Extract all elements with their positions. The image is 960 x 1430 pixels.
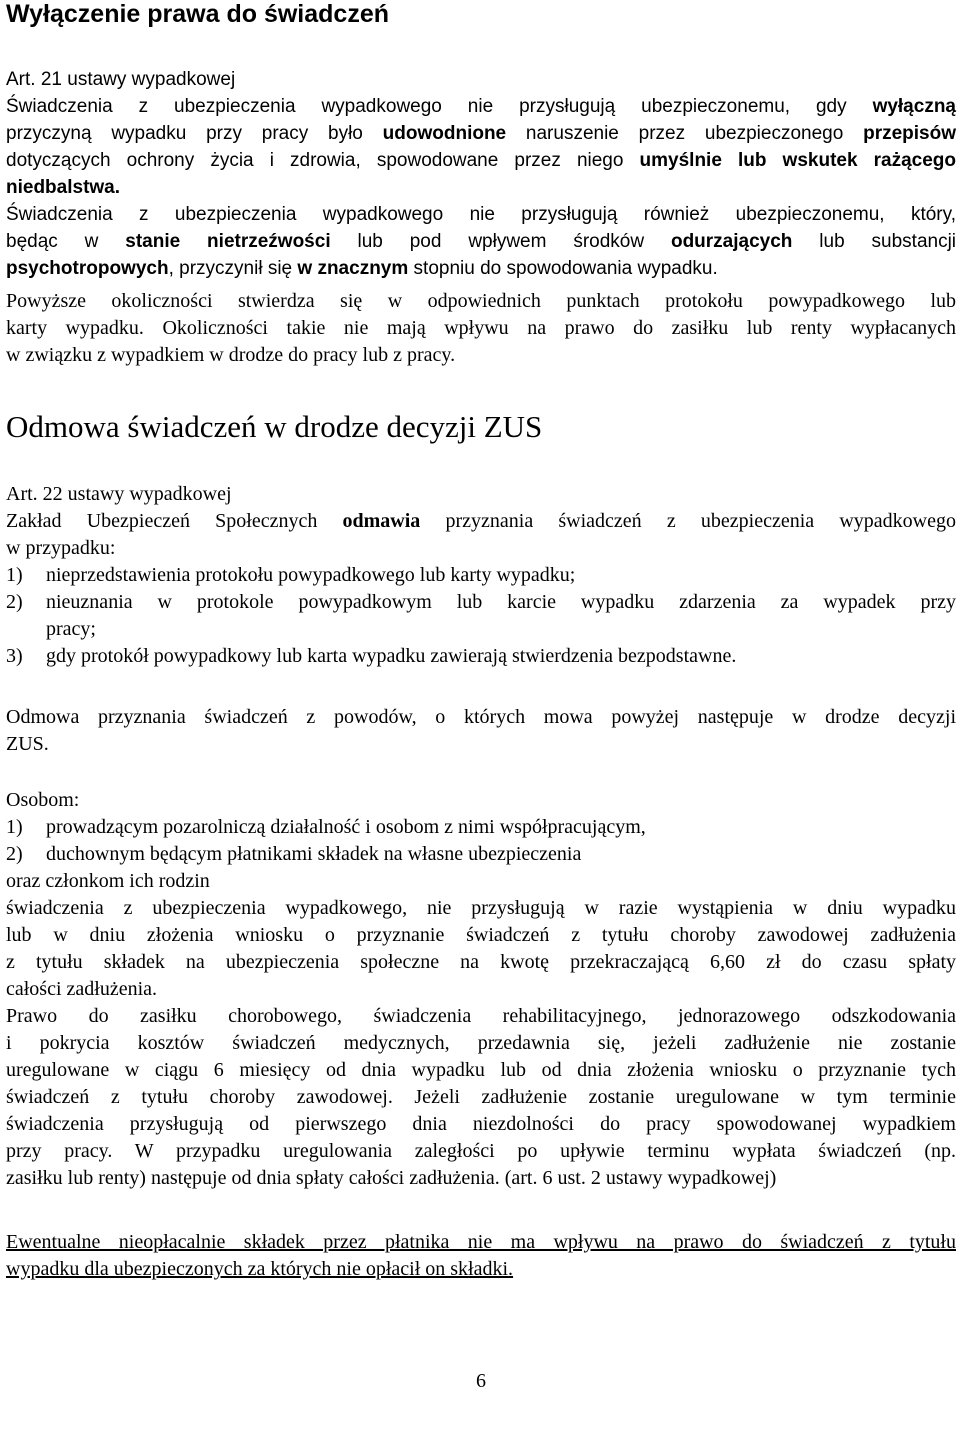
refusal-list: 1) nieprzedstawienia protokołu powypadkowego lub karty wypadku; 2) nieuznania w protokole powypadkowym lub karcie wypadku zdarzenia za wypadek przy pracy; 3) gdy protokół powypadkowy lub karta wypadku zawierają stwierdzenia bezpodstawne. [6,562,956,670]
paragraph-exclusion-3: Powyższe okoliczności stwierdza się w odpowiednich punktach protokołu powypadkowego lub karty wypadku. Okoliczności takie nie mają wpływu na prawo do zasiłku lub renty wypłacanych w związku z wypadkiem w drodze do pracy lub z pracy. [6,290,956,366]
article-reference: Art. 21 ustawy wypadkowej [6,69,236,90]
paragraph-persons: Osobom: 1) prowadzącym pozarolniczą działalność i osobom z nimi współpracującym, 2) duchownym będącym płatnikami składek na własne ubezpieczenia oraz członkom ich rodzin świadczenia z ubezpieczenia wypadkowego, nie przysługują w razie wystąpienia w dniu wypadku lub w dniu złożenia wniosku o przyznanie świadczeń z tytułu choroby zawodowej zadłużenia z tytułu składek na ubezpieczenia społeczne na kwotę przekraczającą 6,60 zł do czasu spłaty całości zadłużenia. [6,789,956,1000]
list-item: 2) nieuznania w protokole powypadkowym lub karcie wypadku zdarzenia za wypadek przy [6,591,956,613]
section-exclusion-body [6,66,956,282]
list-item: 1) nieprzedstawienia protokołu powypadkowego lub karty wypadku; [6,564,576,586]
list-item: 1) prowadzącym pozarolniczą działalność i osobom z nimi współpracującym, [6,816,646,838]
list-item: 2) duchownym będącym płatnikami składek na własne ubezpieczenia [6,843,582,865]
section-title-exclusion: Wyłączenie prawa do świadczeń [6,0,390,28]
paragraph-refusal-decision: Odmowa przyznania świadczeń z powodów, o których mowa powyżej następuje w drodze decyzji ZUS. [6,706,956,755]
list-item: 3) gdy protokół powypadkowy lub karta wypadku zawierają stwierdzenia bezpodstawne. [6,645,737,667]
paragraph-rights-expiry: Prawo do zasiłku chorobowego, świadczenia rehabilitacyjnego, jednorazowego odszkodowania i pokrycia kosztów świadczeń medycznych, przedawnia się, jeżeli zadłużenie nie zostanie uregulowane w ciągu 6 miesięcy od dnia wypadku lub od dnia złożenia wniosku o przyznanie tych świadczeń z tytułu choroby zawodowej. Jeżeli zadłużenie zostanie uregulowane w tym terminie świadczenia przysługują od pierwszego dnia niezdolności do pracy spowodowanej wypadkiem przy pracy. W przypadku uregulowania zaległości po upływie terminu wypłata świadczeń (np. zasiłku lub renty) następuje od dnia spłaty całości zadłużenia. (art. 6 ust. 2 ustawy wypadkowej) [6,1005,956,1189]
paragraph-exclusion-1: Świadczenia z ubezpieczenia wypadkowego nie przysługują ubezpieczonemu, gdy wyłączną przyczyną wypadku przy pracy było udowodnione naruszenie przez ubezpieczonego przepisów dotyczących ochrony życia i zdrowia, spowodowane przez niego umyślnie lub wskutek rażącego niedbalstwa. [6,96,957,198]
section-refusal-body: Art. 22 ustawy wypadkowej Zakład Ubezpieczeń Społecznych odmawia przyznania świadczeń z ubezpieczenia wypadkowego w przypadku: 1) nieprzedstawienia protokołu powypadkowego lub karty wypadku; 2) nieuznania w protokole powypadkowym lub karcie wypadku zdarzenia za wypadek przy pracy; 3) gdy protokół powypadkowy lub karta wypadku zawierają stwierdzenia bezpodstawne. [6,481,956,670]
section-title-refusal: Odmowa świadczeń w drodze decyzji ZUS [6,409,543,444]
paragraph-underlined-note: Ewentualne nieopłacalnie składek przez płatnika nie ma wpływu na prawo do świadczeń z tytułu wypadku dla ubezpieczonych za których nie opłacił on składki. [6,1231,956,1280]
paragraph-exclusion-2: Świadczenia z ubezpieczenia wypadkowego nie przysługują również ubezpieczonemu, który, będąc w stanie nietrzeźwości lub pod wpływem środków odurzających lub substancji psychotropowych, przyczynił się w znacznym stopniu do spowodowania wypadku. [6,204,957,279]
article-reference: Art. 22 ustawy wypadkowej [6,483,232,505]
page-number: 6 [476,1370,486,1392]
